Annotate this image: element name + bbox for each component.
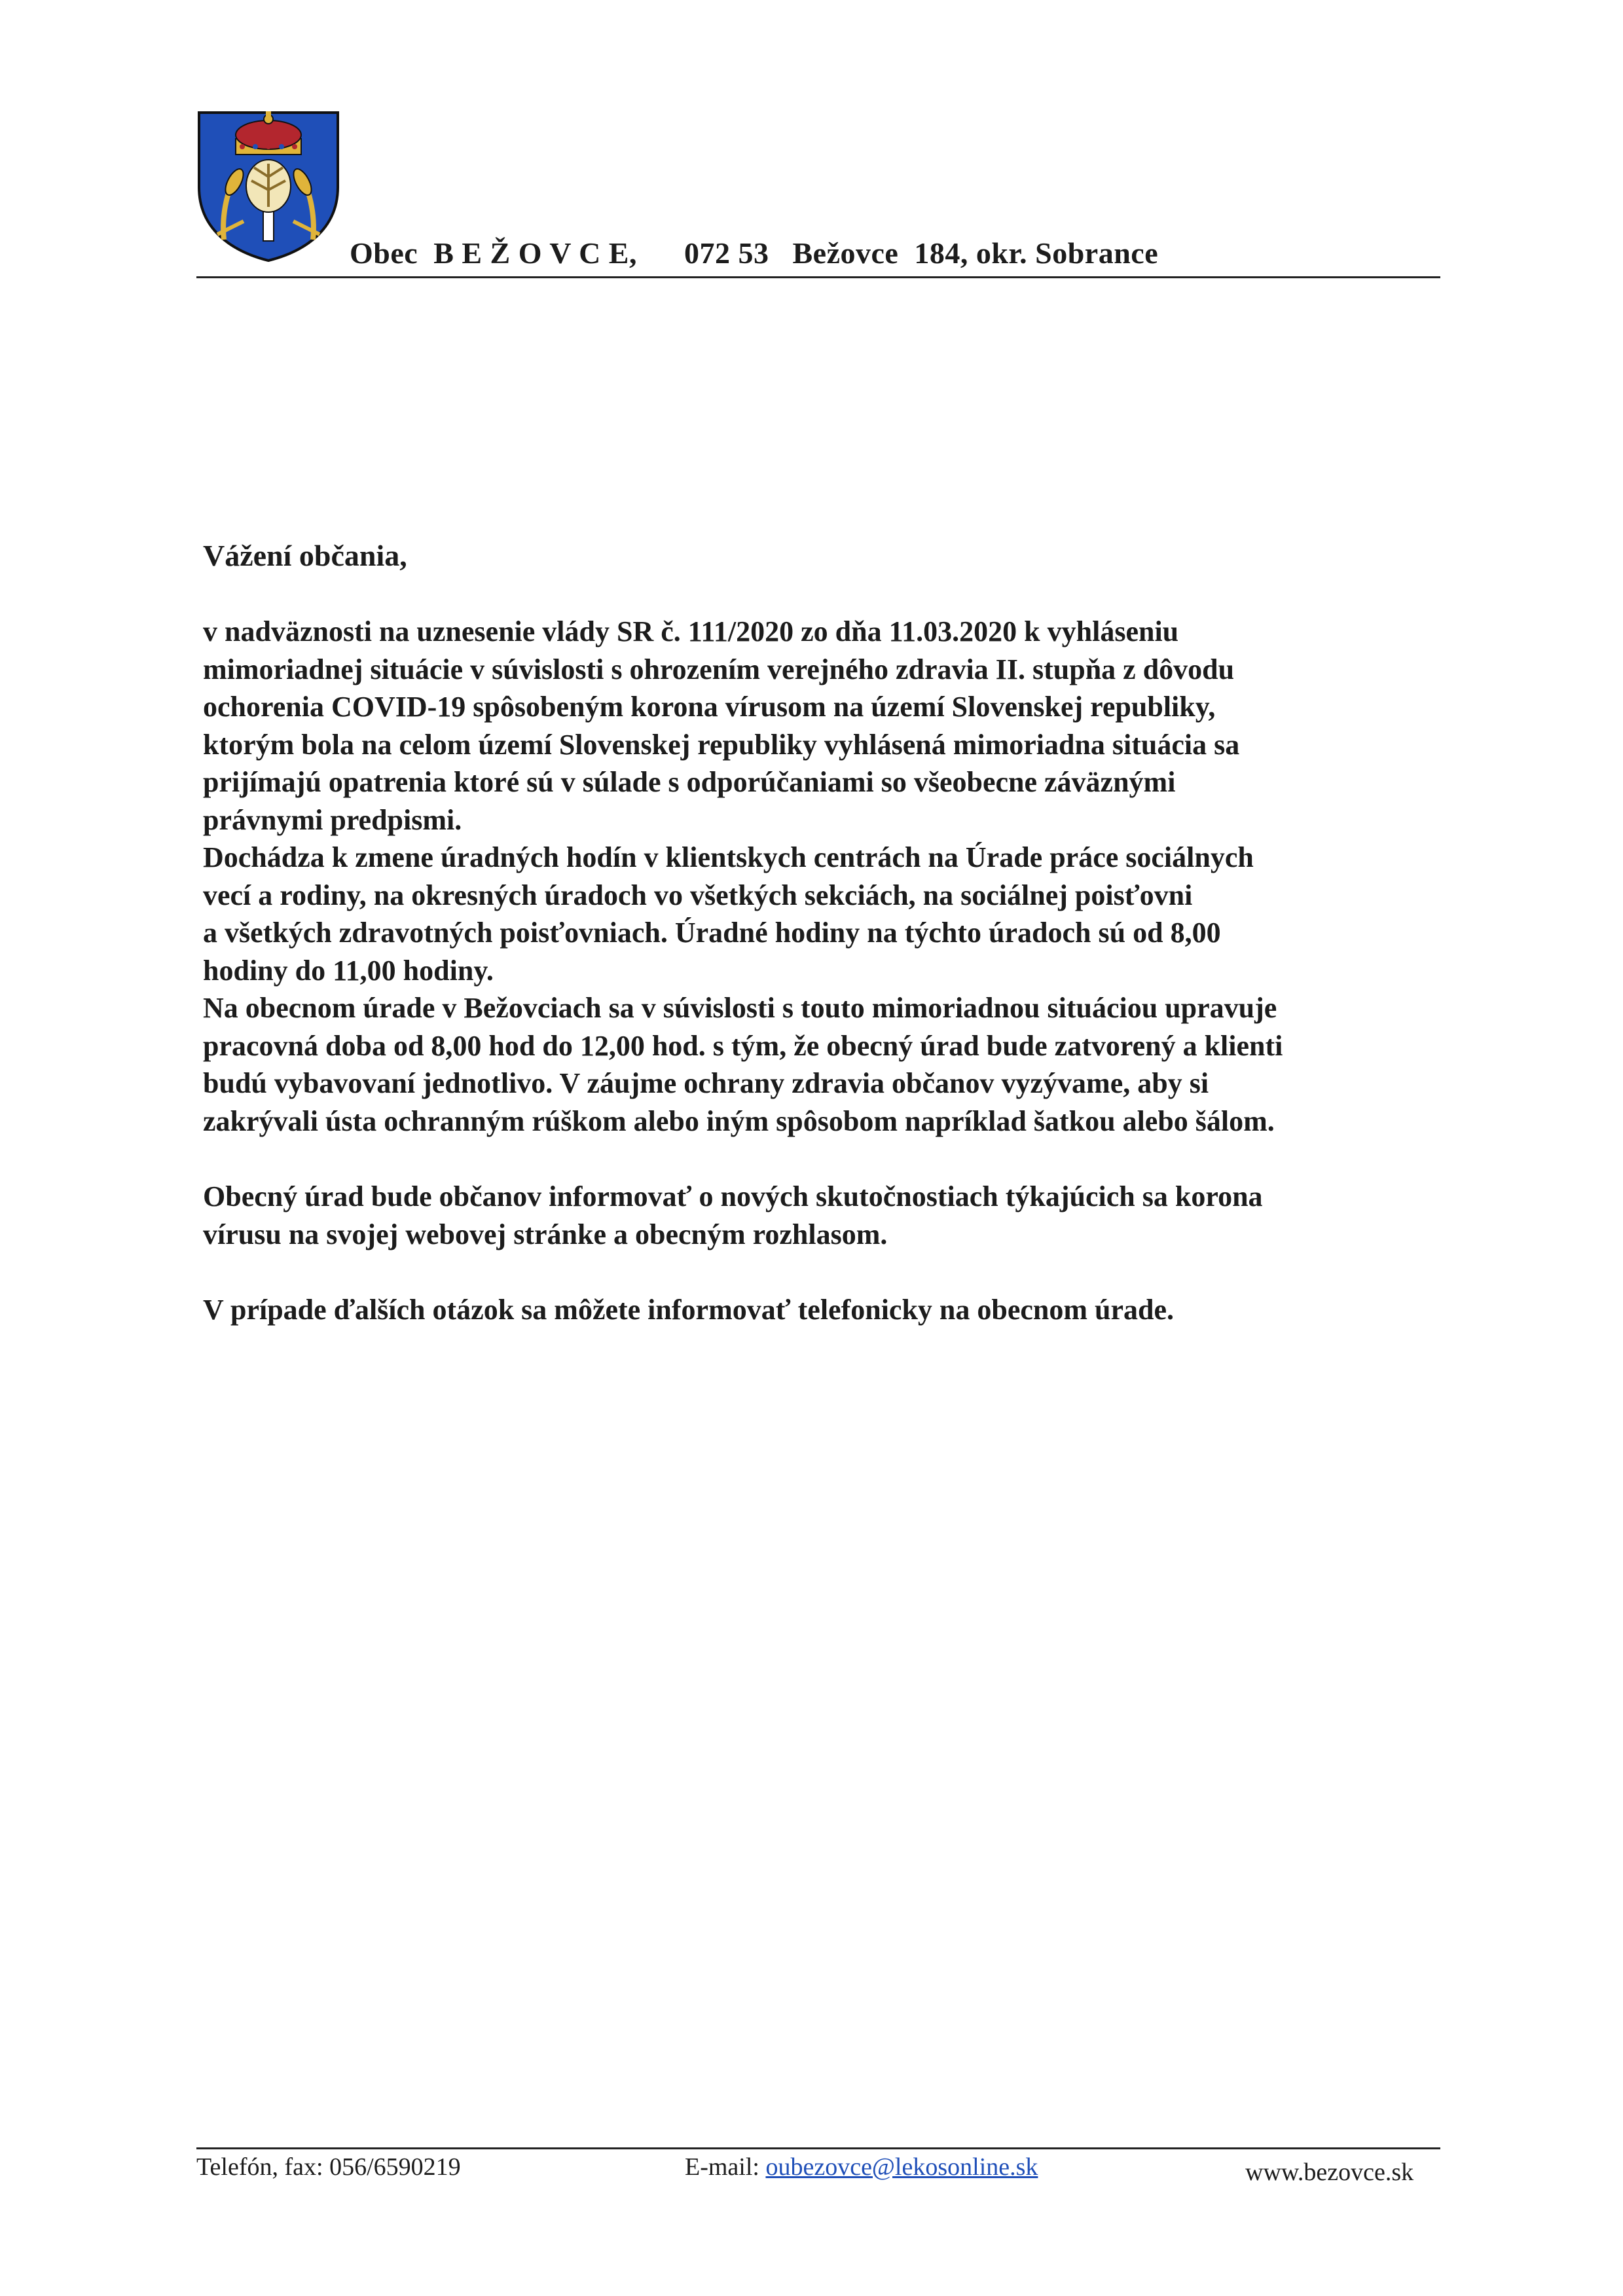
text-line: prijímajú opatrenia ktoré sú v súlade s odporúčaniami so všeobecne záväznými — [203, 766, 1176, 798]
email-link[interactable]: oubezovce@lekosonline.sk — [765, 2153, 1038, 2181]
letterhead-address: Obec B E Ž O V C E, 072 53 Bežovce 184, okr. Sobrance — [350, 236, 1159, 270]
paragraph-contact — [203, 1291, 1447, 1329]
text-line: V prípade ďalších otázok sa môžete informovať telefonicky na obecnom úrade. — [203, 1294, 1175, 1326]
paragraph-measures — [203, 613, 1447, 1140]
text-line: Obecný úrad bude občanov informovať o nových skutočnostiach týkajúcich sa korona — [203, 1180, 1263, 1212]
footer-divider — [196, 2147, 1440, 2149]
text-line: právnymi predpismi. — [203, 803, 462, 836]
text-line: ktorým bola na celom území Slovenskej republiky vyhlásená mimoriadna situácia sa — [203, 728, 1240, 761]
text-line: Dochádza k zmene úradných hodín v klientskych centrách na Úrade práce sociálnych — [203, 841, 1254, 873]
paragraph-gap — [203, 1253, 1447, 1291]
text-line: a všetkých zdravotných poisťovniach. Úradné hodiny na týchto úradoch sú od 8,00 — [203, 917, 1221, 949]
header-divider — [196, 276, 1440, 278]
text-line: pracovná doba od 8,00 hod do 12,00 hod. s tým, že obecný úrad bude zatvorený a klienti — [203, 1029, 1283, 1062]
paragraph-information — [203, 1178, 1447, 1253]
footer-website[interactable]: www.bezovce.sk — [1245, 2159, 1414, 2186]
text-line: vecí a rodiny, na okresných úradoch vo všetkých sekciách, na sociálnej poisťovni — [203, 879, 1193, 911]
footer-email — [685, 2153, 1038, 2181]
salutation: Vážení občania, — [203, 539, 407, 572]
text-line: v nadväznosti na uznesenie vlády SR č. 111/2020 zo dňa 11.03.2020 k vyhláseniu — [203, 615, 1179, 647]
text-line: hodiny do 11,00 hodiny. — [203, 954, 494, 987]
text-line: mimoriadnej situácie v súvislosti s ohrozením verejného zdravia II. stupňa z dôvodu — [203, 653, 1235, 685]
paragraph-gap — [203, 1140, 1447, 1178]
text-line: ochorenia COVID-19 spôsobeným korona vírusom na území Slovenskej republiky, — [203, 691, 1216, 723]
municipal-coat-of-arms — [195, 109, 342, 263]
text-line: Na obecnom úrade v Bežovciach sa v súvislosti s touto mimoriadnou situáciou upravuje — [203, 992, 1277, 1024]
text-line: budú vybavovaní jednotlivo. V záujme ochrany zdravia občanov vyzývame, aby si — [203, 1067, 1209, 1099]
text-line: vírusu na svojej webovej stránke a obecným rozhlasom. — [203, 1218, 888, 1250]
text-line: zakrývali ústa ochranným rúškom alebo iným spôsobom napríklad šatkou alebo šálom. — [203, 1104, 1275, 1137]
email-label: E-mail: — [685, 2153, 766, 2181]
letter-body — [203, 537, 1447, 1329]
footer-phone: Telefón, fax: 056/6590219 — [196, 2153, 461, 2181]
